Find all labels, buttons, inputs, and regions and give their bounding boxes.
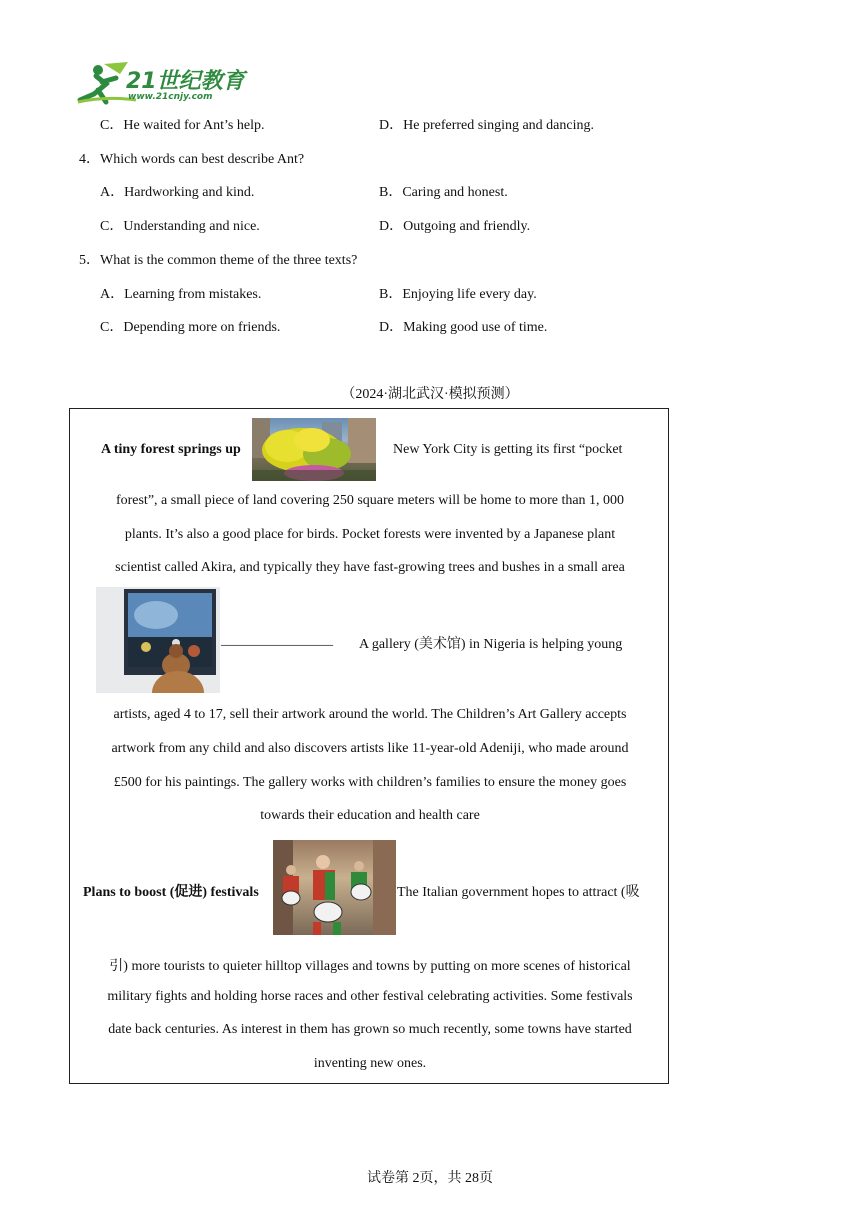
page-footer: 试卷第 2页，共 28页 — [367, 1171, 493, 1186]
logo-name: 21世纪教育 — [126, 69, 245, 94]
option-q5-c[interactable]: C．Depending more on friends. — [100, 320, 281, 335]
option-q4-b[interactable]: B．Caring and honest. — [379, 185, 508, 200]
option-q5-d[interactable]: D．Making good use of time. — [379, 320, 548, 335]
text1-title: A tiny forest springs up — [101, 442, 241, 457]
gallery-painting-illustration — [96, 587, 220, 693]
festival-image — [273, 840, 396, 935]
text1-line-2: forest”, a small piece of land covering 250 square meters will be home to more than 1, 000 — [115, 493, 625, 508]
text2-line-5: towards their education and health care — [260, 808, 480, 823]
site-logo — [76, 60, 246, 106]
text3-line-5: inventing new ones. — [313, 1056, 427, 1071]
text3-line-1: The Italian government hopes to attract (吸 — [397, 885, 640, 900]
forest-city-illustration — [252, 418, 376, 481]
text3-line-3: military fights and holding horse races and other festival celebrating activities. Some festivals — [107, 989, 633, 1004]
gallery-image — [96, 587, 220, 693]
question-4: 4．Which words can best describe Ant? — [79, 152, 305, 167]
text1-line-3: plants. It’s also a good place for birds. Pocket forests were invented by a Japanese plant — [124, 527, 616, 542]
logo-url: www.21cnjy.com — [128, 92, 213, 102]
text1-line-1: New York City is getting its first “pocket — [393, 442, 623, 457]
passage-box — [69, 408, 669, 1084]
text2-line-3: artwork from any child and also discovers artists like 11-year-old Adeniji, who made around — [111, 741, 629, 756]
option-q4-a[interactable]: A．Hardworking and kind. — [100, 185, 255, 200]
text2-line-2: artists, aged 4 to 17, sell their artwork around the world. The Children’s Art Gallery accepts — [113, 707, 627, 722]
text3-line-4: date back centuries. As interest in them has grown so much recently, some towns have started — [108, 1022, 632, 1037]
source-label: （2024·湖北武汉·模拟预测） — [341, 387, 519, 402]
text3-line-2: 引) more tourists to quieter hilltop villages and towns by putting on more scenes of historical — [109, 959, 631, 974]
text2-line-1: A gallery (美术馆) in Nigeria is helping young — [359, 637, 623, 652]
text2-line-4: £500 for his paintings. The gallery works with children’s families to ensure the money goes — [113, 775, 627, 790]
option-q4-d[interactable]: D．Outgoing and friendly. — [379, 219, 531, 234]
option-q3-c[interactable]: C．He waited for Ant’s help. — [100, 118, 265, 133]
option-q5-a[interactable]: A．Learning from mistakes. — [100, 287, 262, 302]
text3-title: Plans to boost (促进) festivals — [83, 885, 259, 900]
option-q5-b[interactable]: B．Enjoying life every day. — [379, 287, 537, 302]
text1-line-4: scientist called Akira, and typically they have fast-growing trees and bushes in a small area — [115, 560, 625, 575]
festival-drummers-illustration — [273, 840, 396, 935]
text2-title-blank[interactable]: ________________ — [221, 633, 333, 648]
question-5: 5．What is the common theme of the three texts? — [79, 253, 358, 268]
option-q3-d[interactable]: D．He preferred singing and dancing. — [379, 118, 594, 133]
option-q4-c[interactable]: C．Understanding and nice. — [100, 219, 260, 234]
forest-city-image — [252, 418, 376, 481]
